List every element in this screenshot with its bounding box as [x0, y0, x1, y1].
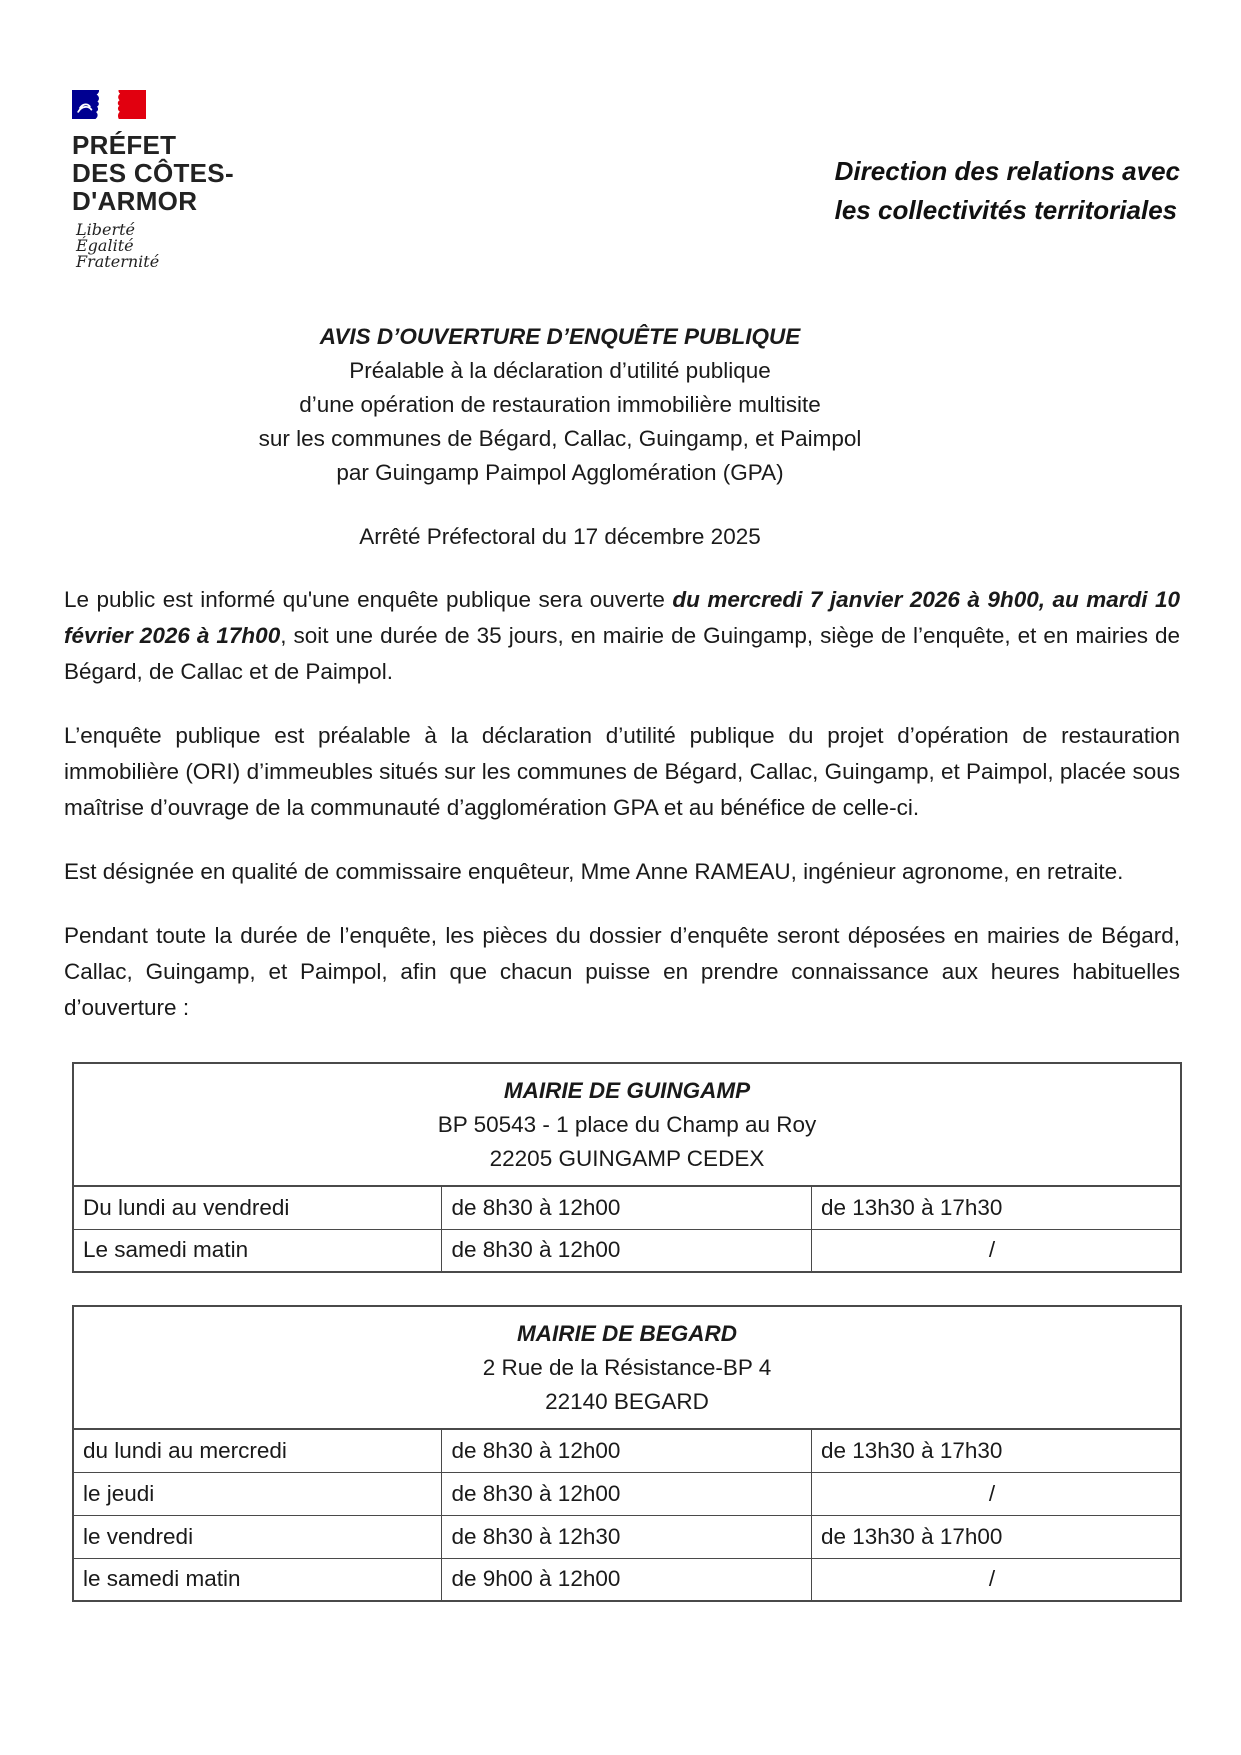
table-title: MAIRIE DE BEGARD — [516, 1321, 737, 1346]
paragraph-dossier-availability: Pendant toute la durée de l’enquête, les pièces du dossier d’enquête seront déposées en mairies de Bégard, Callac, Guingamp, et Paimpol, afin que chacun puisse en prendre connaissance aux heures habituelles d’ouverture : — [64, 923, 1180, 1020]
table-row — [73, 1229, 1181, 1272]
notice-title: AVIS D’OUVERTURE D’ENQUÊTE PUBLIQUE — [319, 324, 801, 349]
morning-hours-cell: de 8h30 à 12h00 — [442, 1186, 812, 1229]
page-header — [64, 90, 1180, 270]
afternoon-hours-cell: de 13h30 à 17h30 — [811, 1186, 1181, 1229]
table-address-line: 22205 GUINGAMP CEDEX — [489, 1146, 765, 1171]
prefecture-name-line: D'ARMOR — [72, 186, 198, 216]
paragraph-opening-dates — [64, 582, 1180, 690]
arrete-line: Arrêté Préfectoral du 17 décembre 2025 — [359, 524, 761, 549]
day-cell: Du lundi au vendredi — [73, 1186, 442, 1229]
notice-subtitle-line: par Guingamp Paimpol Agglomération (GPA) — [336, 460, 784, 485]
prefecture-name-line: DES CÔTES- — [72, 158, 234, 188]
morning-hours-cell: de 8h30 à 12h00 — [442, 1429, 812, 1472]
day-cell: le samedi matin — [73, 1558, 442, 1601]
day-cell: du lundi au mercredi — [73, 1429, 442, 1472]
table-header-row — [73, 1063, 1181, 1186]
table-header-cell — [73, 1306, 1181, 1429]
table-header-row — [73, 1306, 1181, 1429]
prefecture-name-line: PRÉFET — [72, 130, 177, 160]
paragraph-text: , soit une durée de 35 jours, en mairie de Guingamp, siège de l’enquête, et en mairies de Bégard, de Callac et de Paimpol. — [64, 623, 1181, 684]
notice-subtitle-line: Préalable à la déclaration d’utilité publique — [349, 358, 771, 383]
morning-hours-cell: de 8h30 à 12h30 — [442, 1515, 812, 1558]
direction-line: les collectivités territoriales — [834, 195, 1178, 225]
prefecture-name — [72, 131, 234, 215]
government-logo — [72, 90, 234, 270]
direction-header — [835, 152, 1180, 230]
table-row — [73, 1429, 1181, 1472]
paragraph-commissioner: Est désignée en qualité de commissaire enquêteur, Mme Anne RAMEAU, ingénieur agronome, en retraite. — [64, 859, 1124, 884]
republic-motto — [76, 222, 234, 270]
motto-line: Liberté — [76, 220, 135, 239]
notice-title-block — [64, 320, 1056, 490]
paragraph-project-description: L’enquête publique est préalable à la déclaration d’utilité publique du projet d’opération de restauration immobilière (ORI) d’immeubles situés sur les communes de Bégard, Callac, Guingamp, et Paimpol, placée sous maîtrise d’ouvrage de la communauté d’agglomération GPA et au bénéfice de celle-ci. — [64, 723, 1180, 820]
table-address-line: BP 50543 - 1 place du Champ au Roy — [437, 1112, 817, 1137]
day-cell: Le samedi matin — [73, 1229, 442, 1272]
afternoon-hours-cell: de 13h30 à 17h30 — [811, 1429, 1181, 1472]
afternoon-hours-cell: / — [811, 1558, 1181, 1601]
table-row — [73, 1186, 1181, 1229]
motto-line: Fraternité — [76, 252, 160, 271]
notice-subtitle-line: d’une opération de restauration immobilière multisite — [299, 392, 821, 417]
afternoon-hours-cell: / — [811, 1472, 1181, 1515]
table-row — [73, 1472, 1181, 1515]
table-address-line: 2 Rue de la Résistance-BP 4 — [482, 1355, 772, 1380]
enquiry-dates-emphasis: du mercredi 7 janvier 2026 à 9h00, au mardi 10 février 2026 à 17h00 — [64, 587, 1180, 648]
morning-hours-cell: de 9h00 à 12h00 — [442, 1558, 812, 1601]
table-header-cell — [73, 1063, 1181, 1186]
marianne-flag-icon — [72, 90, 146, 119]
table-address-line: 22140 BEGARD — [545, 1389, 709, 1414]
afternoon-hours-cell: de 13h30 à 17h00 — [811, 1515, 1181, 1558]
table-row — [73, 1558, 1181, 1601]
morning-hours-cell: de 8h30 à 12h00 — [442, 1472, 812, 1515]
paragraph-text: Le public est informé qu'une enquête publique sera ouverte — [64, 587, 673, 612]
direction-line: Direction des relations avec — [834, 156, 1180, 186]
motto-line: Égalité — [76, 236, 134, 255]
opening-hours-table-guingamp — [72, 1062, 1182, 1273]
notice-subtitle-line: sur les communes de Bégard, Callac, Guingamp, et Paimpol — [258, 426, 862, 451]
table-row — [73, 1515, 1181, 1558]
table-title: MAIRIE DE GUINGAMP — [503, 1078, 751, 1103]
afternoon-hours-cell: / — [811, 1229, 1181, 1272]
opening-hours-table-begard — [72, 1305, 1182, 1602]
day-cell: le vendredi — [73, 1515, 442, 1558]
morning-hours-cell: de 8h30 à 12h00 — [442, 1229, 812, 1272]
day-cell: le jeudi — [73, 1472, 442, 1515]
